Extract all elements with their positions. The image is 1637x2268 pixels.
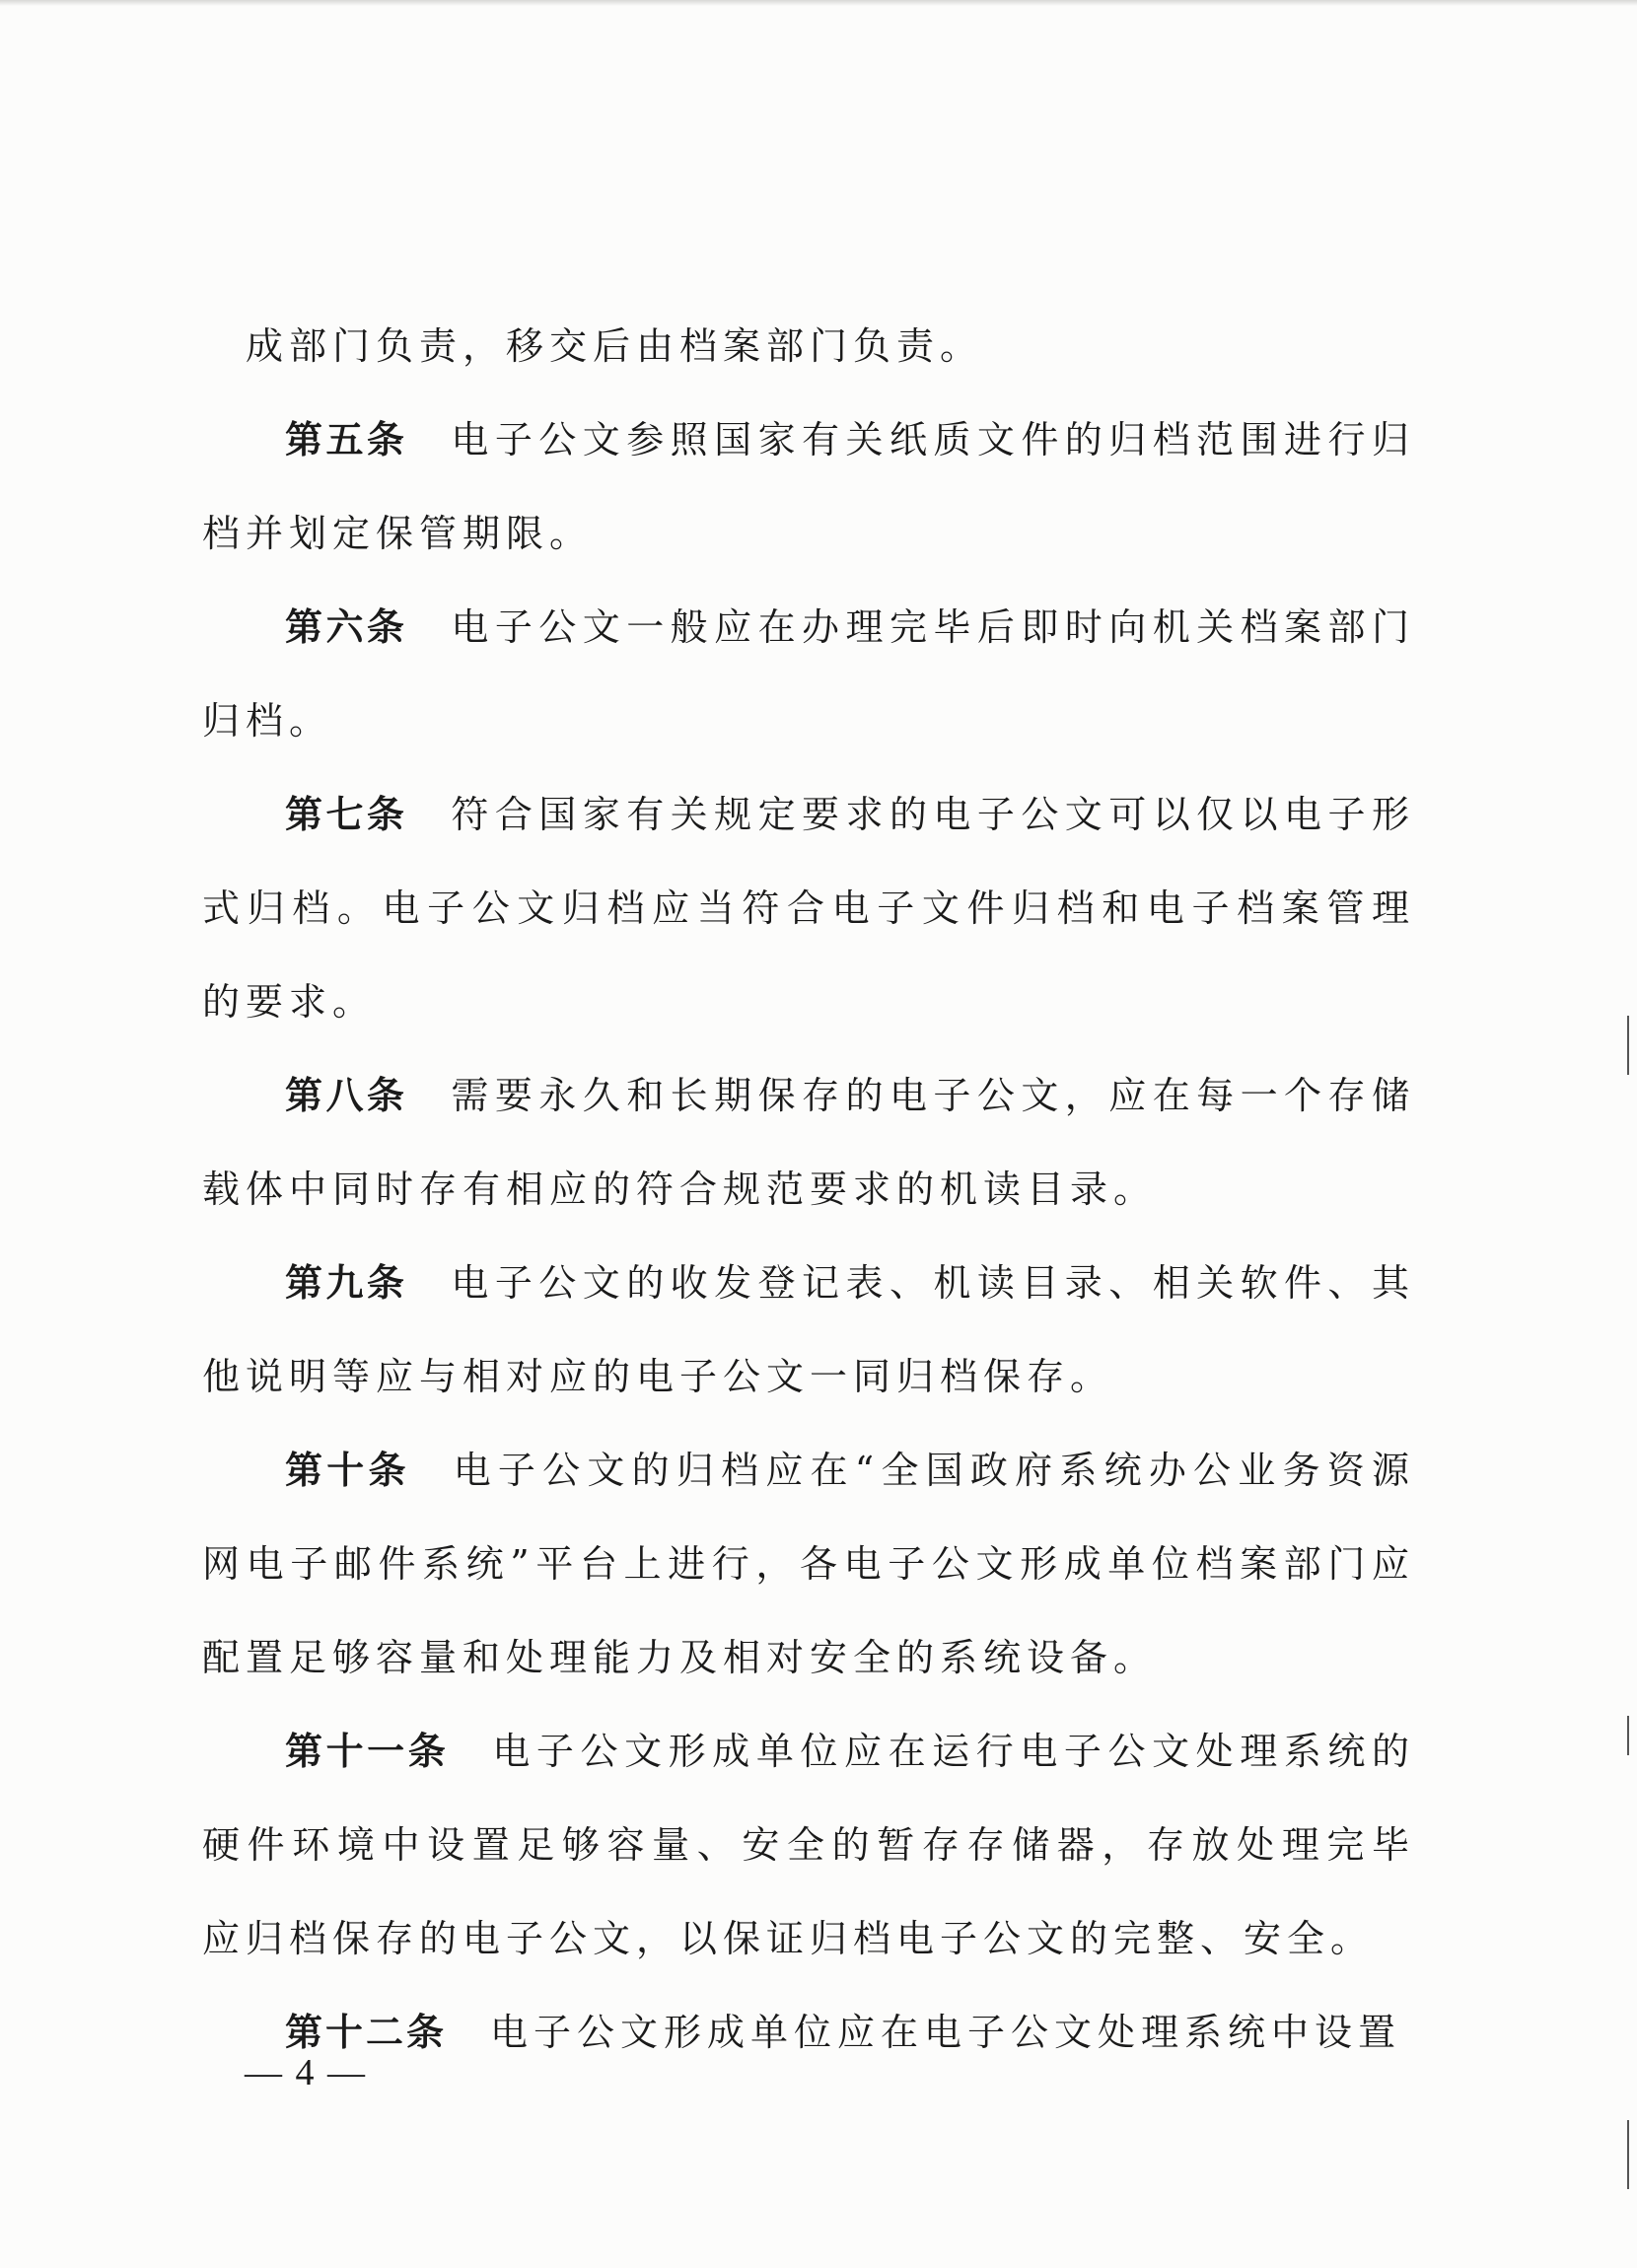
article-heading: 第八条 (285, 1074, 408, 1117)
article-heading: 第六条 (285, 605, 408, 649)
article-text: 成部门负责，移交后由档案部门负责。 (246, 324, 984, 368)
article-text: 电子公文的归档应在“全国政府系统办公业务资源网电子邮件系统”平台上进行，各电子公文形成单位档案部门应配置足够容量和处理能力及相对安全的系统设备。 (202, 1449, 1415, 1679)
article-text: 电子公文的收发登记表、机读目录、相关软件、其他说明等应与相对应的电子公文一同归档保存。 (202, 1261, 1415, 1398)
paragraph (202, 1424, 1415, 1705)
scan-edge-mark (1627, 1716, 1629, 1755)
scan-edge-mark (1627, 2120, 1629, 2189)
document-body (202, 300, 1415, 2080)
article-heading: 第十条 (285, 1449, 410, 1492)
article-heading: 第七条 (285, 793, 408, 836)
article-text: 电子公文一般应在办理完毕后即时向机关档案部门归档。 (202, 605, 1415, 743)
article-heading: 第十二条 (285, 2011, 448, 2054)
article-text: 电子公文参照国家有关纸质文件的归档范围进行归档并划定保管期限。 (202, 418, 1415, 555)
paragraph (202, 393, 1415, 581)
scan-top-shadow (0, 0, 1637, 6)
paragraph (202, 1237, 1415, 1424)
scan-edge-mark (1627, 1016, 1629, 1075)
paragraph (202, 300, 1415, 393)
article-heading: 第九条 (285, 1261, 408, 1305)
article-text: 电子公文形成单位应在运行电子公文处理系统的硬件环境中设置足够容量、安全的暂存存储器，存放处理完毕应归档保存的电子公文，以保证归档电子公文的完整、安全。 (202, 1730, 1415, 1960)
paragraph (202, 581, 1415, 768)
paragraph (202, 1049, 1415, 1237)
article-text: 符合国家有关规定要求的电子公文可以仅以电子形式归档。电子公文归档应当符合电子文件归档和电子档案管理的要求。 (202, 793, 1415, 1024)
article-text: 电子公文形成单位应在电子公文处理系统中设置 (490, 2011, 1402, 2054)
paragraph (202, 1986, 1415, 2080)
page-number: — 4 — (245, 2052, 367, 2093)
article-text: 需要永久和长期保存的电子公文，应在每一个存储载体中同时存有相应的符合规范要求的机读目录。 (202, 1074, 1415, 1211)
paragraph (202, 768, 1415, 1049)
article-heading: 第五条 (285, 418, 408, 461)
paragraph (202, 1705, 1415, 1986)
article-heading: 第十一条 (285, 1730, 450, 1773)
